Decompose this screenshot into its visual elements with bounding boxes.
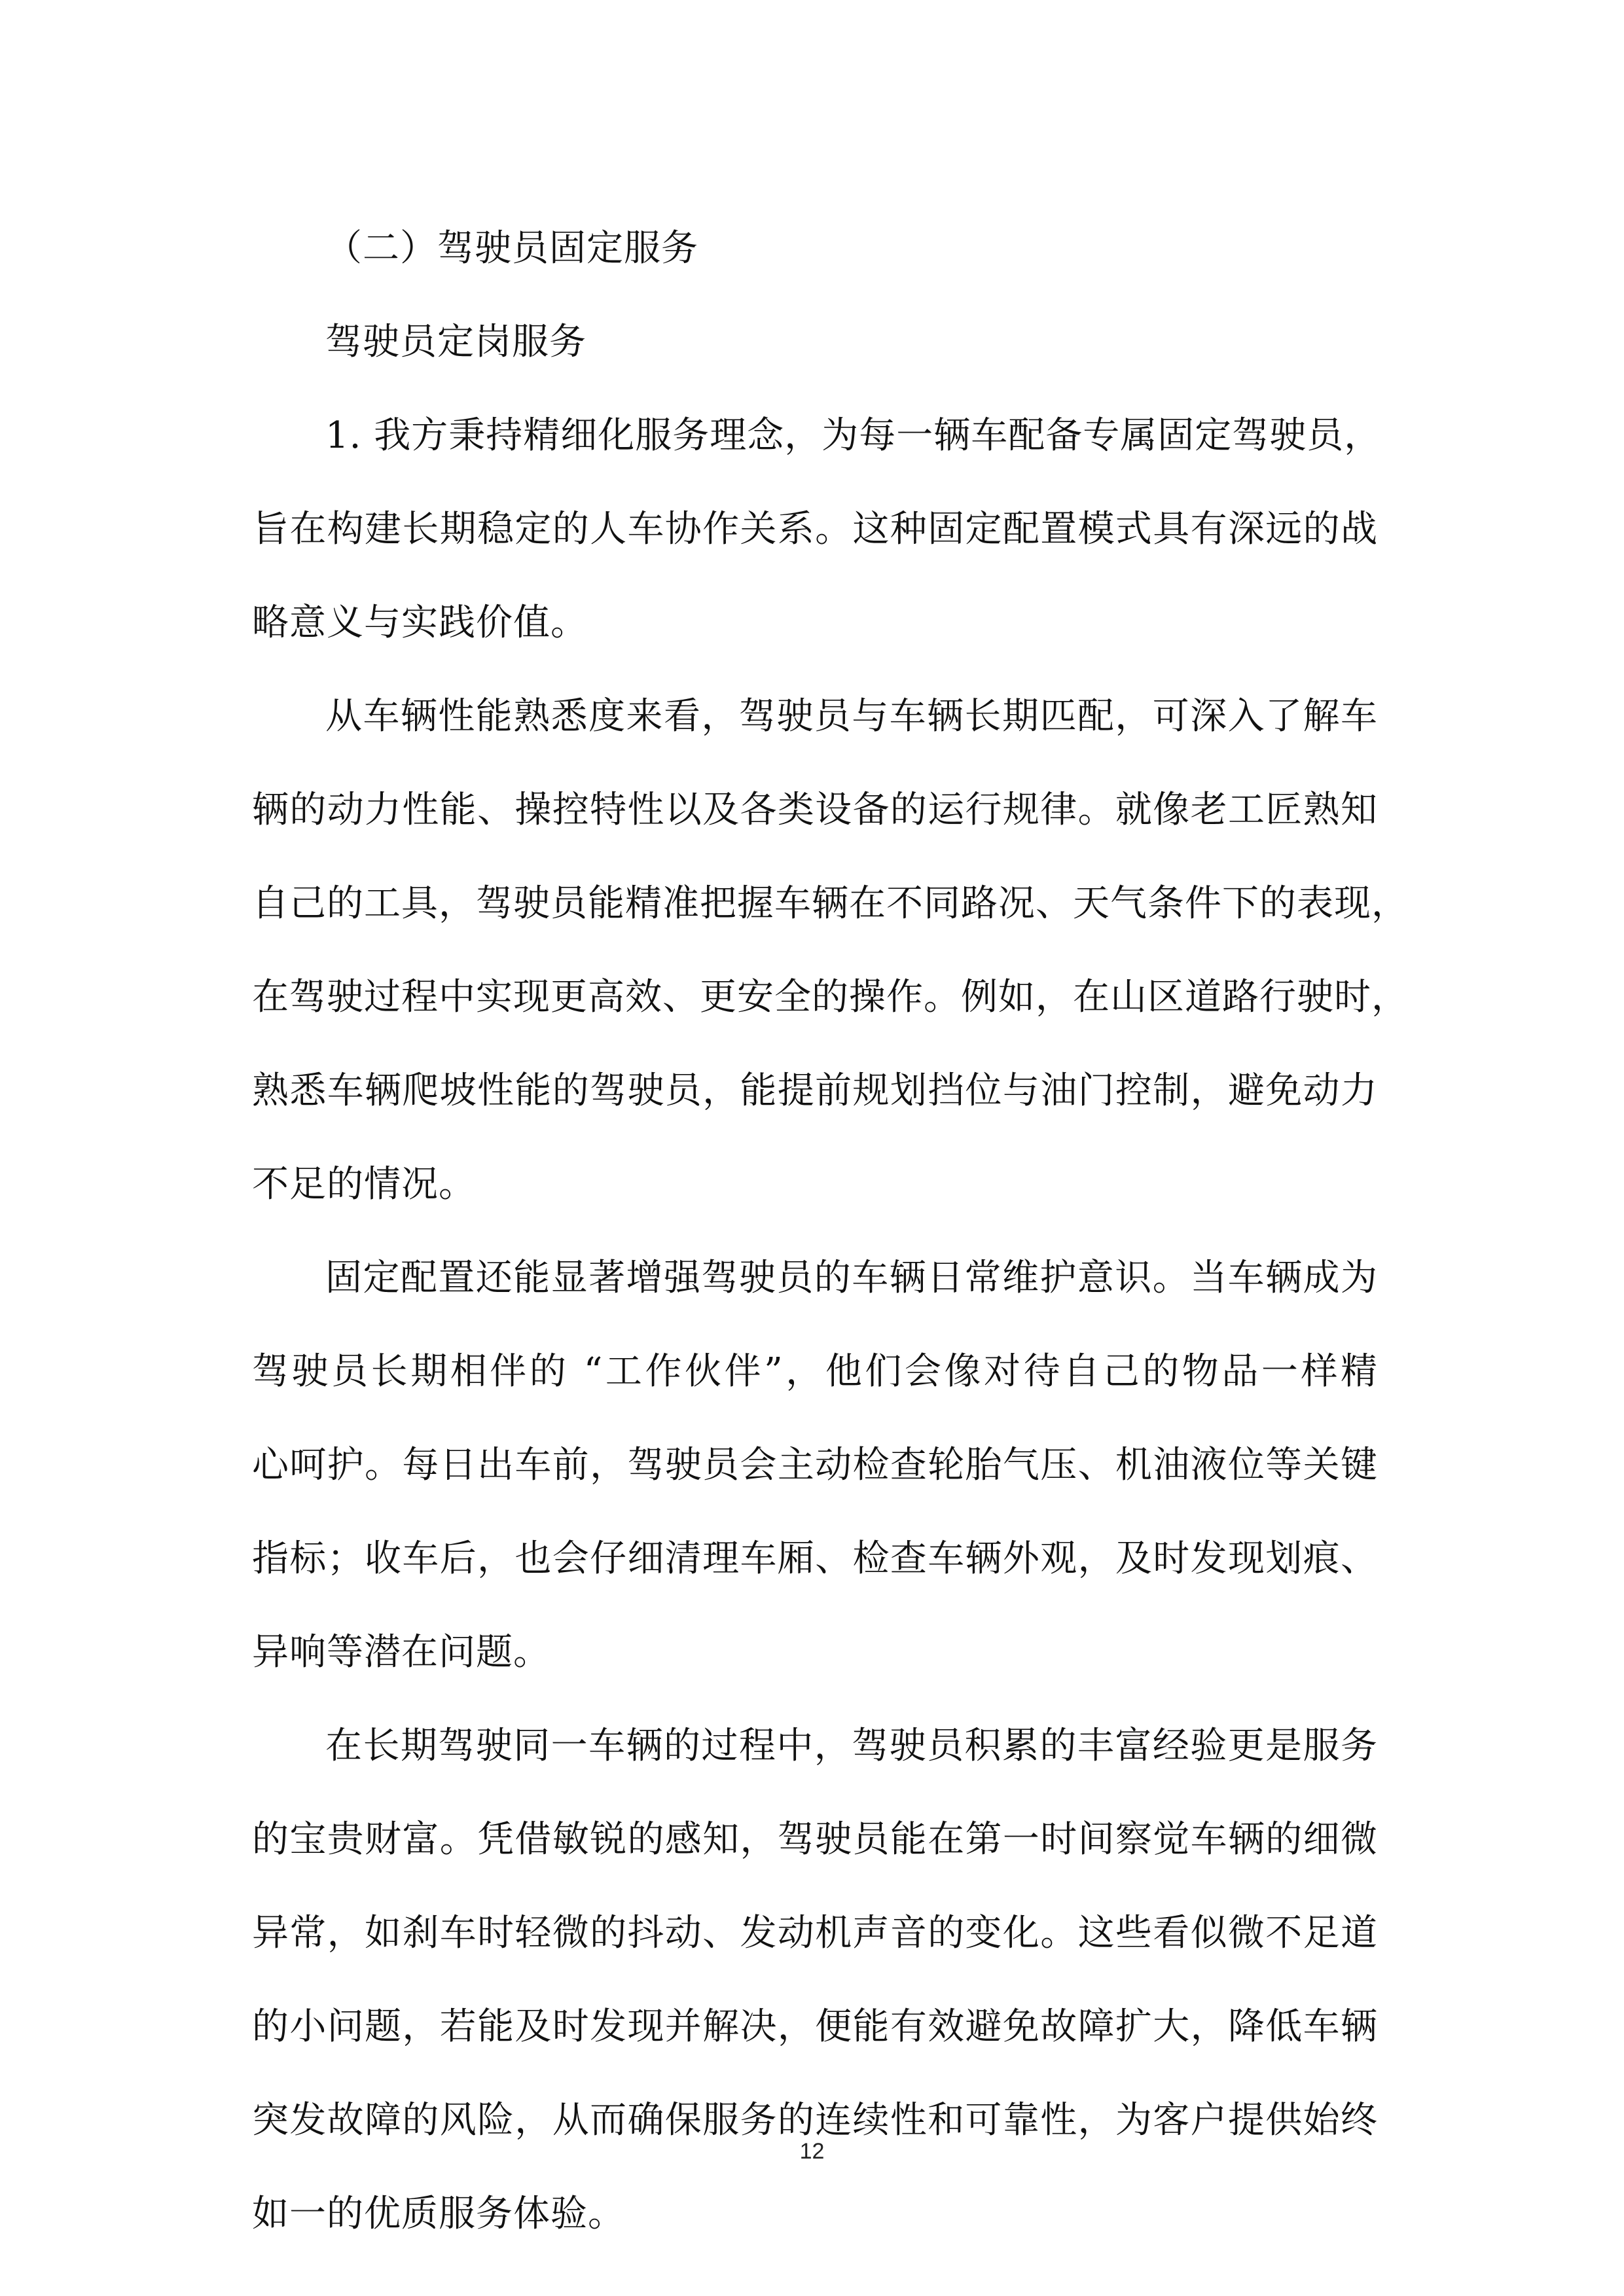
paragraph-line: 自己的工具，驾驶员能精准把握车辆在不同路况、天气条件下的表现， [252, 882, 1409, 925]
paragraph-line: 突发故障的风险，从而确保服务的连续性和可靠性，为客户提供始终 [252, 2099, 1378, 2142]
paragraph-line: 的小问题，若能及时发现并解决，便能有效避免故障扩大，降低车辆 [252, 2005, 1378, 2048]
page-number: 12 [799, 2139, 825, 2164]
paragraph-line: 指标；收车后，也会仔细清理车厢、检查车辆外观，及时发现划痕、 [252, 1537, 1378, 1580]
paragraph-line: 辆的动力性能、操控特性以及各类设备的运行规律。就像老工匠熟知 [252, 789, 1378, 831]
paragraph-3 [252, 1231, 1378, 1699]
paragraph-line: 熟悉车辆爬坡性能的驾驶员，能提前规划挡位与油门控制，避免动力 [252, 1069, 1378, 1112]
paragraph-line: 的宝贵财富。凭借敏锐的感知，驾驶员能在第一时间察觉车辆的细微 [252, 1818, 1378, 1861]
paragraph-line: 在驾驶过程中实现更高效、更安全的操作。例如，在山区道路行驶时， [252, 976, 1409, 1018]
paragraph-line: 略意义与实践价值。 [252, 601, 588, 644]
paragraph-line: 如一的优质服务体验。 [252, 2193, 625, 2235]
paragraph-2 [252, 670, 1409, 1231]
paragraph-line: 驾驶员长期相伴的 “工作伙伴”，他们会像对待自己的物品一样精 [252, 1350, 1378, 1393]
subheading: 驾驶员定岗服务 [325, 321, 586, 363]
paragraph-line: 不足的情况。 [252, 1163, 476, 1206]
paragraph-1 [252, 389, 1382, 670]
paragraph-4 [252, 1699, 1378, 2261]
paragraph-line: 从车辆性能熟悉度来看，驾驶员与车辆长期匹配，可深入了解车 [325, 695, 1378, 738]
paragraph-line: 心呵护。每日出车前，驾驶员会主动检查轮胎气压、机油液位等关键 [252, 1444, 1378, 1486]
paragraph-line: 1. 我方秉持精细化服务理念，为每一辆车配备专属固定驾驶员， [325, 414, 1382, 457]
paragraph-line: 固定配置还能显著增强驾驶员的车辆日常维护意识。当车辆成为 [325, 1257, 1378, 1299]
document-body [252, 202, 1409, 2261]
paragraph-line: 异响等潜在问题。 [252, 1631, 550, 1674]
paragraph-line: 异常，如刹车时轻微的抖动、发动机声音的变化。这些看似微不足道 [252, 1912, 1378, 1954]
section-heading: （二）驾驶员固定服务 [325, 227, 698, 270]
paragraph-line: 旨在构建长期稳定的人车协作关系。这种固定配置模式具有深远的战 [252, 508, 1378, 550]
paragraph-line: 在长期驾驶同一车辆的过程中，驾驶员积累的丰富经验更是服务 [325, 1725, 1378, 1767]
